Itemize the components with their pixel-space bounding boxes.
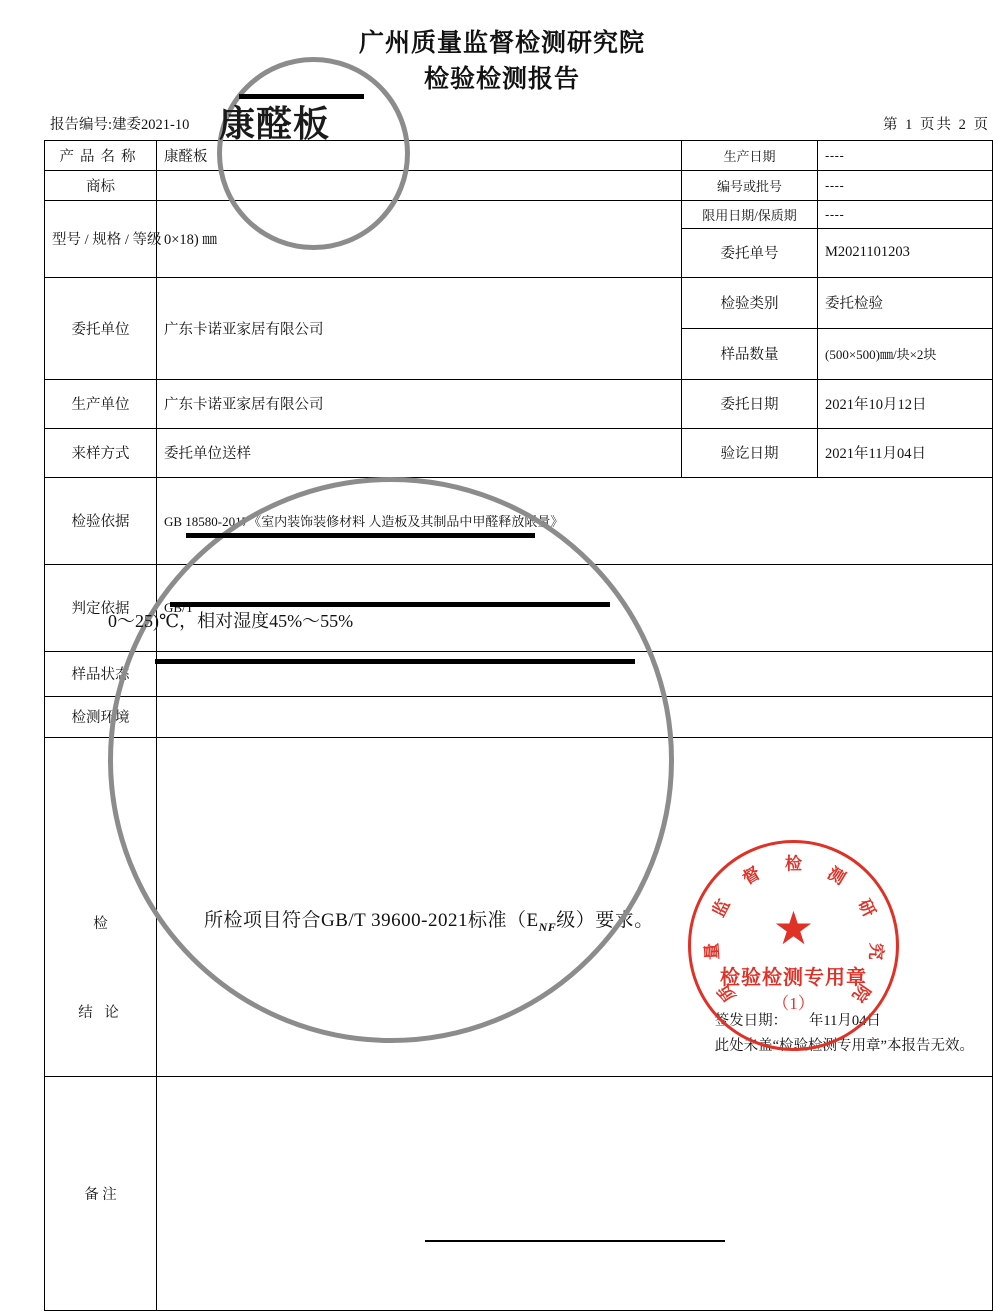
product-name-value: 康醛板 — [157, 140, 682, 170]
issuing-organization: 广州质量监督检测研究院 — [358, 30, 645, 57]
model-value: 0×18) ㎜ — [157, 200, 682, 277]
table-row — [45, 477, 993, 564]
product-name-label: 产品名称 — [45, 140, 157, 170]
conclusion-text-part-a: 所检项目符合GB/T 39600-2021标准（E — [204, 909, 539, 931]
seal-ring-text: 质 量 监 督 检 测 研 究 院 — [701, 854, 886, 1005]
conclusion-text — [164, 879, 985, 935]
producer-label: 生产单位 — [45, 379, 157, 428]
sample-state-value — [157, 651, 993, 696]
environment-overlay: 0～25)℃，相对湿度45%～55% — [108, 611, 354, 631]
table-row — [45, 1076, 993, 1310]
inspect-type-label: 检验类别 — [682, 277, 818, 328]
product-brand-overlay: 康醛板 — [219, 104, 331, 144]
check-date-value: 2021年11月04日 — [818, 428, 993, 477]
entrust-date-label: 委托日期 — [682, 379, 818, 428]
check-date-label: 验讫日期 — [682, 428, 818, 477]
table-row — [45, 428, 993, 477]
sample-qty-label: 样品数量 — [682, 328, 818, 379]
batch-no-value: ---- — [818, 170, 993, 200]
entrust-no-label: 委托单号 — [682, 228, 818, 277]
table-row — [45, 170, 993, 200]
batch-no-label: 编号或批号 — [682, 170, 818, 200]
table-row — [45, 696, 993, 737]
stamp-validity-note: 此处未盖“检验检测专用章”本报告无效。 — [714, 1038, 974, 1055]
sample-source-value: 委托单位送样 — [157, 428, 682, 477]
report-table — [44, 140, 993, 1311]
seal-number: （1） — [772, 994, 815, 1013]
remark-strikethrough — [425, 1240, 725, 1242]
judge-basis-value: GB/T — [157, 564, 993, 651]
model-label: 型号 / 规格 / 等级 — [45, 200, 157, 277]
table-row — [45, 140, 993, 170]
inspect-type-value: 委托检验 — [818, 277, 993, 328]
conclusion-label-line1: 检 — [93, 915, 108, 932]
remark-cell — [157, 1076, 993, 1310]
sample-qty-value: (500×500)㎜/块×2块 — [818, 328, 993, 379]
sample-source-label: 来样方式 — [45, 428, 157, 477]
report-number: 报告编号:建委2021-10 — [50, 116, 190, 133]
entrust-no-value: M2021101203 — [818, 228, 993, 277]
document-header — [0, 0, 1004, 99]
seal-main-text: 检验检测专用章 — [720, 967, 867, 989]
production-date-label: 生产日期 — [682, 140, 818, 170]
entrust-date-value: 2021年10月12日 — [818, 379, 993, 428]
page-title: 检验检测报告 — [423, 66, 580, 94]
page-number: 第 1 页共 2 页 — [883, 116, 990, 133]
signature-block — [715, 1009, 974, 1060]
table-row — [45, 277, 993, 328]
shelf-life-label: 限用日期/保质期 — [682, 200, 818, 228]
env-value — [157, 696, 993, 737]
report-meta-row — [50, 113, 990, 134]
sample-state-label: 样品状态 — [45, 651, 157, 696]
producer-value: 广东卡诺亚家居有限公司 — [157, 379, 682, 428]
client-label: 委托单位 — [45, 277, 157, 379]
conclusion-cell — [157, 737, 993, 1076]
judge-basis-label: 判定依据 — [45, 564, 157, 651]
star-icon: ★ — [772, 903, 815, 955]
remark-label: 备 注 — [45, 1076, 157, 1310]
conclusion-label — [45, 737, 157, 1076]
inspect-basis-value: GB 18580-2017《室内装饰装修材料 人造板及其制品中甲醛释放限量》 — [157, 477, 993, 564]
inspect-basis-label: 检验依据 — [45, 477, 157, 564]
table-row — [45, 564, 993, 651]
table-row — [45, 737, 993, 1076]
env-label: 检测环境 — [45, 696, 157, 737]
conclusion-text-subscript: NF — [538, 919, 557, 934]
client-value: 广东卡诺亚家居有限公司 — [157, 277, 682, 379]
brand-label: 商标 — [45, 170, 157, 200]
shelf-life-value: ---- — [818, 200, 993, 228]
production-date-value: ---- — [818, 140, 993, 170]
issue-date-line: 签发日期： 年11月04日 — [714, 1012, 881, 1029]
table-row — [45, 200, 993, 228]
conclusion-text-part-b: 级）要求。 — [556, 909, 654, 931]
brand-value — [157, 170, 682, 200]
conclusion-label-line2: 结 论 — [78, 1004, 123, 1021]
table-row — [45, 651, 993, 696]
table-row — [45, 379, 993, 428]
